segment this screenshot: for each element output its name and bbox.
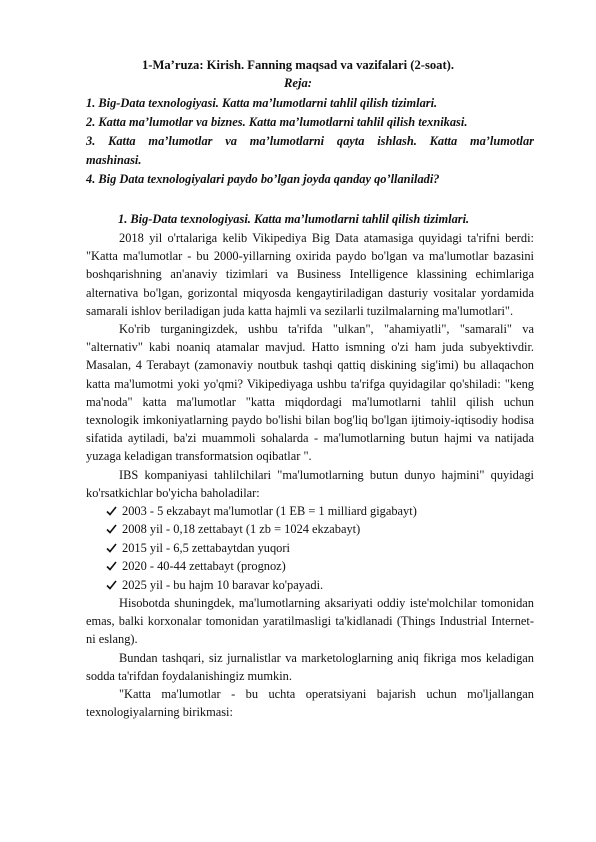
check-mark-icon [106,539,118,557]
plan-item-3: 3. Katta ma’lumotlar va ma’lumotlarni qayta ishlash. Katta ma’lumotlar [86,134,534,148]
volume-list [86,502,534,594]
paragraph-3: IBS kompaniyasi tahlilchilari "ma'lumotlarning butun dunyo hajmini" quyidagi ko'rsatkichlar bo'yicha baholadilar: [86,467,534,500]
plan-label: Reja: [284,76,312,90]
section-heading: 1. Big-Data texnologiyasi. Katta ma’lumotlarni tahlil qilish tizimlari. [118,212,470,226]
plan-item-3-cont: mashinasi. [86,153,142,167]
paragraph-4: Hisobotda shuningdek, ma'lumotlarning aksariyati oddiy iste'molchilar tomonidan emas, balki korxonalar tomonidan yaratilmasligi ta'kidlanadi (Things Industrial Internet-ni eslang). [86,596,534,647]
list-item-text: 2025 yil - bu hajm 10 baravar ko'payadi. [122,577,324,592]
list-item [106,520,534,538]
paragraph-2: Ko'rib turganingizdek, ushbu ta'rifda "ulkan", "ahamiyatli", "samarali" va "alternativ" kabi noaniq atamalar mavjud. Hatto ismning o'zi ham juda subyektivdir. Masalan, 4 Terabayt (zamonaviy noutbuk tashqi qattiq diskining sig'imi) bu allaqachon katta ma'lumotmi yoki yo'qmi? Vikipediyaga ushbu ta'rifga quyidagilar qo'shiladi: "keng ma'noda" katta ma'lumotlar "katta miqdordagi ma'lumotlarni tahlil qilish uchun texnologik imkoniyatlarning paydo bo'lishi bilan bog'liq bo'lgan ijtimoiy-iqtisodiy hodisa sifatida aytiladi, ba'zi muammoli sohalarda - ma'lumotlarning butun hajmi va natijada yuzaga keladigan transformatsion oqibatlar ". [86,322,534,464]
plan-list [86,94,534,189]
lecture-title: 1-Ma’ruza: Kirish. Fanning maqsad va vazifalari (2-soat). [141,58,455,72]
body-text [86,229,534,722]
plan-item-1: 1. Big-Data texnologiyasi. Katta ma’lumotlarni tahlil qilish tizimlari. [86,96,438,110]
paragraph-6: "Katta ma'lumotlar - bu uchta operatsiyani bajarish uchun mo'ljallangan texnologiyalarning birikmasi: [86,687,534,720]
list-item [106,576,534,594]
list-item-text: 2008 yil - 0,18 zettabayt (1 zb = 1024 ekzabayt) [122,522,361,537]
check-mark-icon [106,502,118,520]
paragraph-5: Bundan tashqari, siz jurnalistlar va marketologlarning aniq fikriga mos keladigan sodda ta'rifdan foydalanishingiz mumkin. [86,650,534,683]
plan-item-4: 4. Big Data texnologiyalari paydo bo’lgan joyda qanday qo’llaniladi? [86,172,440,186]
list-item [106,539,534,557]
paragraph-1: 2018 yil o'rtalariga kelib Vikipediya Big Data atamasiga quyidagi ta'rifni berdi: "Katta ma'lumotlar - bu 2000-yillarning oxirida paydo bo'lgan va ma'lumotlar bazasini boshqarishning an'anaviy tizimlari va Business Intelligence klassining echimlariga alternativa bo'lgan, gorizontal miqyosda kengaytiriladigan dasturiy vositalar yordamida samarali ishlov beriladigan juda katta hajmli va sezilarli tuzilmalarning ma'lumotlari". [86,231,534,318]
list-item-text: 2015 yil - 6,5 zettabaytdan yuqori [122,540,290,555]
list-item-text: 2003 - 5 ekzabayt ma'lumotlar (1 EB = 1 milliard gigabayt) [122,504,417,519]
check-mark-icon [106,576,118,594]
plan-item-2: 2. Katta ma’lumotlar va biznes. Katta ma’lumotlarni tahlil qilish texnikasi. [86,115,468,129]
check-mark-icon [106,520,118,538]
list-item [106,502,534,520]
list-item-text: 2020 - 40-44 zettabayt (prognoz) [122,559,286,574]
list-item [106,557,534,575]
check-mark-icon [106,557,118,575]
